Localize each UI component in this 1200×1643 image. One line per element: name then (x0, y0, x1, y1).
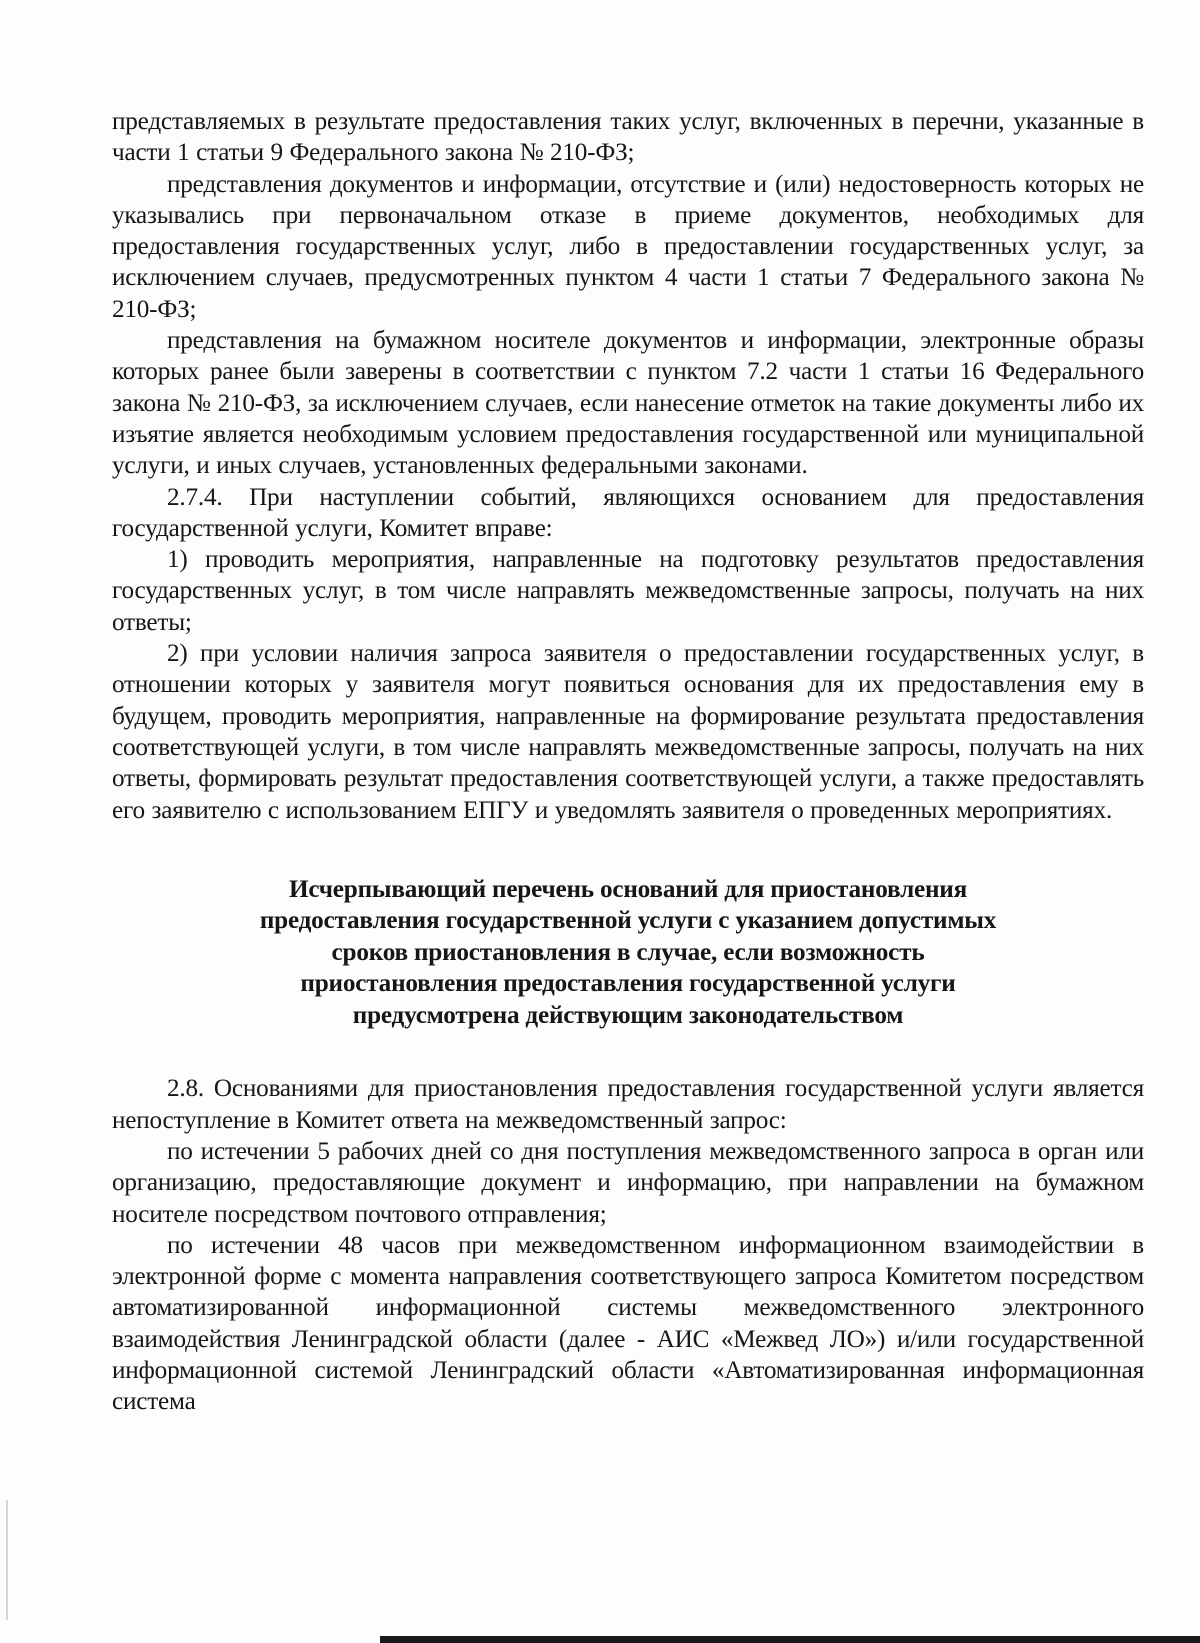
paragraph: по истечении 5 рабочих дней со дня поступления межведомственного запроса в орган или организацию, предоставляющие документ и информацию, при направлении на бумажном носителе посредством почтового отправления; (112, 1137, 1144, 1228)
section-heading (112, 874, 1144, 1032)
paragraph: 2.7.4. При наступлении событий, являющихся основанием для предоставления государственной услуги, Комитет вправе: (112, 483, 1144, 542)
heading-line: Исчерпывающий перечень оснований для приостановления (288, 875, 968, 903)
paragraph: представления на бумажном носителе документов и информации, электронные образы которых ранее были заверены в соответствии с пунктом 7.2 части 1 статьи 16 Федерального закона № 210-ФЗ, за исключением случаев, если нанесение отметок на такие документы либо их изъятие является необходимым условием предоставления государственной или муниципальной услуги, и иных случаев, установленных федеральными законами. (112, 327, 1144, 480)
paragraph: 2.8. Основаниями для приостановления предоставления государственной услуги является непоступление в Комитет ответа на межведомственный запрос: (112, 1075, 1144, 1134)
paragraph: 2) при условии наличия запроса заявителя о предоставлении государственных услуг, в отношении которых у заявителя могут появиться основания для их предоставления ему в будущем, проводить мероприятия, направленные на формирование результата предоставления соответствующей услуги, в том числе направлять межведомственные запросы, получать на них ответы, формировать результат предоставления соответствующей услуги, а также предоставлять его заявителю с использованием ЕПГУ и уведомлять заявителя о проведенных мероприятиях. (112, 640, 1144, 824)
paragraph: по истечении 48 часов при межведомственном информационном взаимодействии в электронной форме с момента направления соответствующего запроса Комитетом посредством автоматизированной информационной системы межведомственного электронного взаимодействия Ленинградской области (далее - АИС «Межвед ЛО») и/или государственной информационной системой Ленинградский области «Автоматизированная информационная система (112, 1231, 1144, 1416)
heading-line: сроков приостановления в случае, если возможность (331, 938, 925, 966)
scan-edge-mark (6, 1500, 8, 1620)
heading-line: приостановления предоставления государственной услуги (300, 970, 956, 998)
document-body (112, 106, 1144, 1418)
heading-line: предусмотрена действующим законодательством (352, 1001, 904, 1029)
paragraph: 1) проводить мероприятия, направленные на подготовку результатов предоставления государственных услуг, в том числе направлять межведомственные запросы, получать на них ответы; (112, 546, 1144, 636)
heading-line: предоставления государственной услуги с указанием допустимых (259, 907, 997, 935)
paragraph: представляемых в результате предоставления таких услуг, включенных в перечни, указанные в части 1 статьи 9 Федерального закона № 210-ФЗ; (112, 108, 1144, 167)
scan-edge-bar (380, 1636, 1200, 1643)
paragraph: представления документов и информации, отсутствие и (или) недостоверность которых не указывались при первоначальном отказе в приеме документов, необходимых для предоставления государственных услуг, либо в предоставлении государственных услуг, за исключением случаев, предусмотренных пунктом 4 части 1 статьи 7 Федерального закона № 210-ФЗ; (112, 170, 1144, 323)
